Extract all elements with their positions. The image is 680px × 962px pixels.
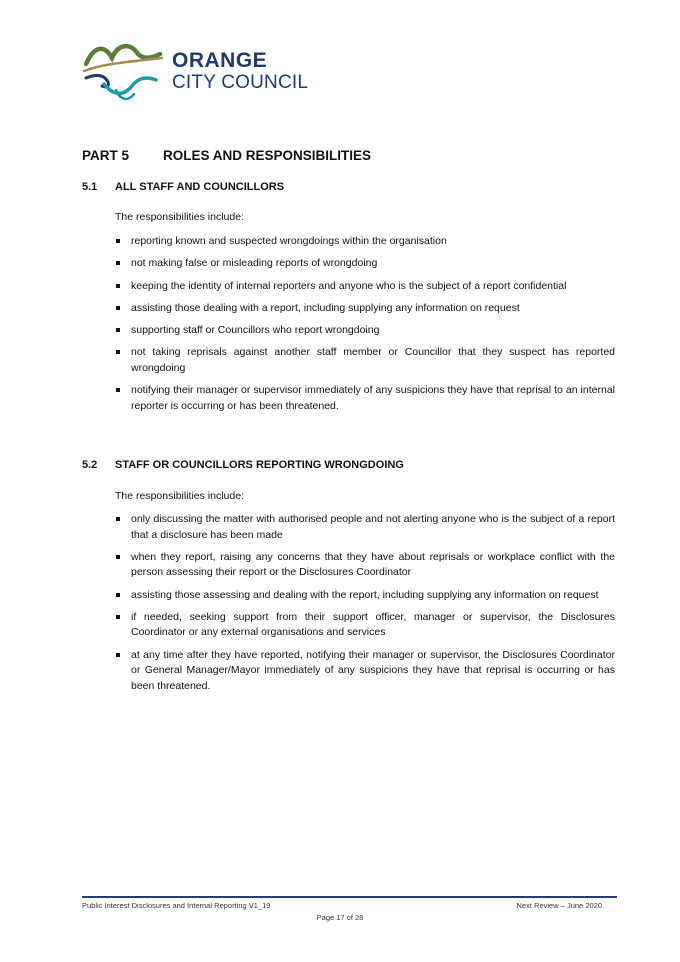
list-item: when they report, raising any concerns that they have about reprisals or workplace conflict with the person assessing their report or the Disclosures Coordinator bbox=[115, 550, 615, 581]
council-logo-wordmark bbox=[172, 50, 308, 94]
bullet-list-5-2 bbox=[115, 512, 615, 701]
council-logo-mark-icon bbox=[82, 38, 172, 108]
list-item: supporting staff or Councillors who report wrongdoing bbox=[115, 323, 615, 339]
list-item: at any time after they have reported, notifying their manager or supervisor, the Disclosures Coordinator or General Manager/Mayor immediately of any suspicions they have that reprisal is occurring or has been threatened. bbox=[115, 648, 615, 695]
list-item: reporting known and suspected wrongdoings within the organisation bbox=[115, 234, 615, 250]
section-intro: The responsibilities include: bbox=[115, 490, 244, 502]
part-title: ROLES AND RESPONSIBILITIES bbox=[163, 148, 372, 163]
footer-document-title: Public Interest Disclosures and Internal Reporting V1_19 bbox=[82, 901, 271, 910]
footer-page-number: Page 17 of 28 bbox=[316, 913, 364, 922]
list-item: assisting those dealing with a report, including supplying any information on request bbox=[115, 301, 615, 317]
list-item: keeping the identity of internal reporters and anyone who is the subject of a report confidential bbox=[115, 279, 615, 295]
logo-line-orange: ORANGE bbox=[172, 49, 268, 72]
list-item: not taking reprisals against another staff member or Councillor that they suspect has reported wrongdoing bbox=[115, 345, 615, 376]
section-number: 5.1 bbox=[82, 181, 98, 193]
list-item: if needed, seeking support from their support officer, manager or supervisor, the Disclosures Coordinator or any external organisations and services bbox=[115, 610, 615, 641]
part-number: PART 5 bbox=[82, 148, 130, 163]
part-heading bbox=[82, 148, 371, 163]
section-title: ALL STAFF AND COUNCILLORS bbox=[115, 181, 285, 193]
section-heading-5-1 bbox=[82, 181, 284, 193]
bullet-list-5-1 bbox=[115, 234, 615, 421]
list-item: only discussing the matter with authorised people and not alerting anyone who is the subject of a report that a disclosure has been made bbox=[115, 512, 615, 543]
list-item: not making false or misleading reports of wrongdoing bbox=[115, 256, 615, 272]
footer-review-date: Next Review – June 2020 bbox=[516, 901, 602, 910]
logo-line-city-council: CITY COUNCIL bbox=[172, 72, 309, 93]
section-number: 5.2 bbox=[82, 459, 98, 471]
section-title: STAFF OR COUNCILLORS REPORTING WRONGDOING bbox=[115, 459, 404, 471]
section-heading-5-2 bbox=[82, 459, 404, 471]
list-item: notifying their manager or supervisor immediately of any suspicions they have that reprisal to an internal reporter is occurring or has been threatened. bbox=[115, 383, 615, 414]
list-item: assisting those assessing and dealing with the report, including supplying any information on request bbox=[115, 588, 615, 604]
council-logo bbox=[82, 38, 342, 108]
footer-divider bbox=[82, 896, 617, 898]
section-intro: The responsibilities include: bbox=[115, 211, 244, 223]
